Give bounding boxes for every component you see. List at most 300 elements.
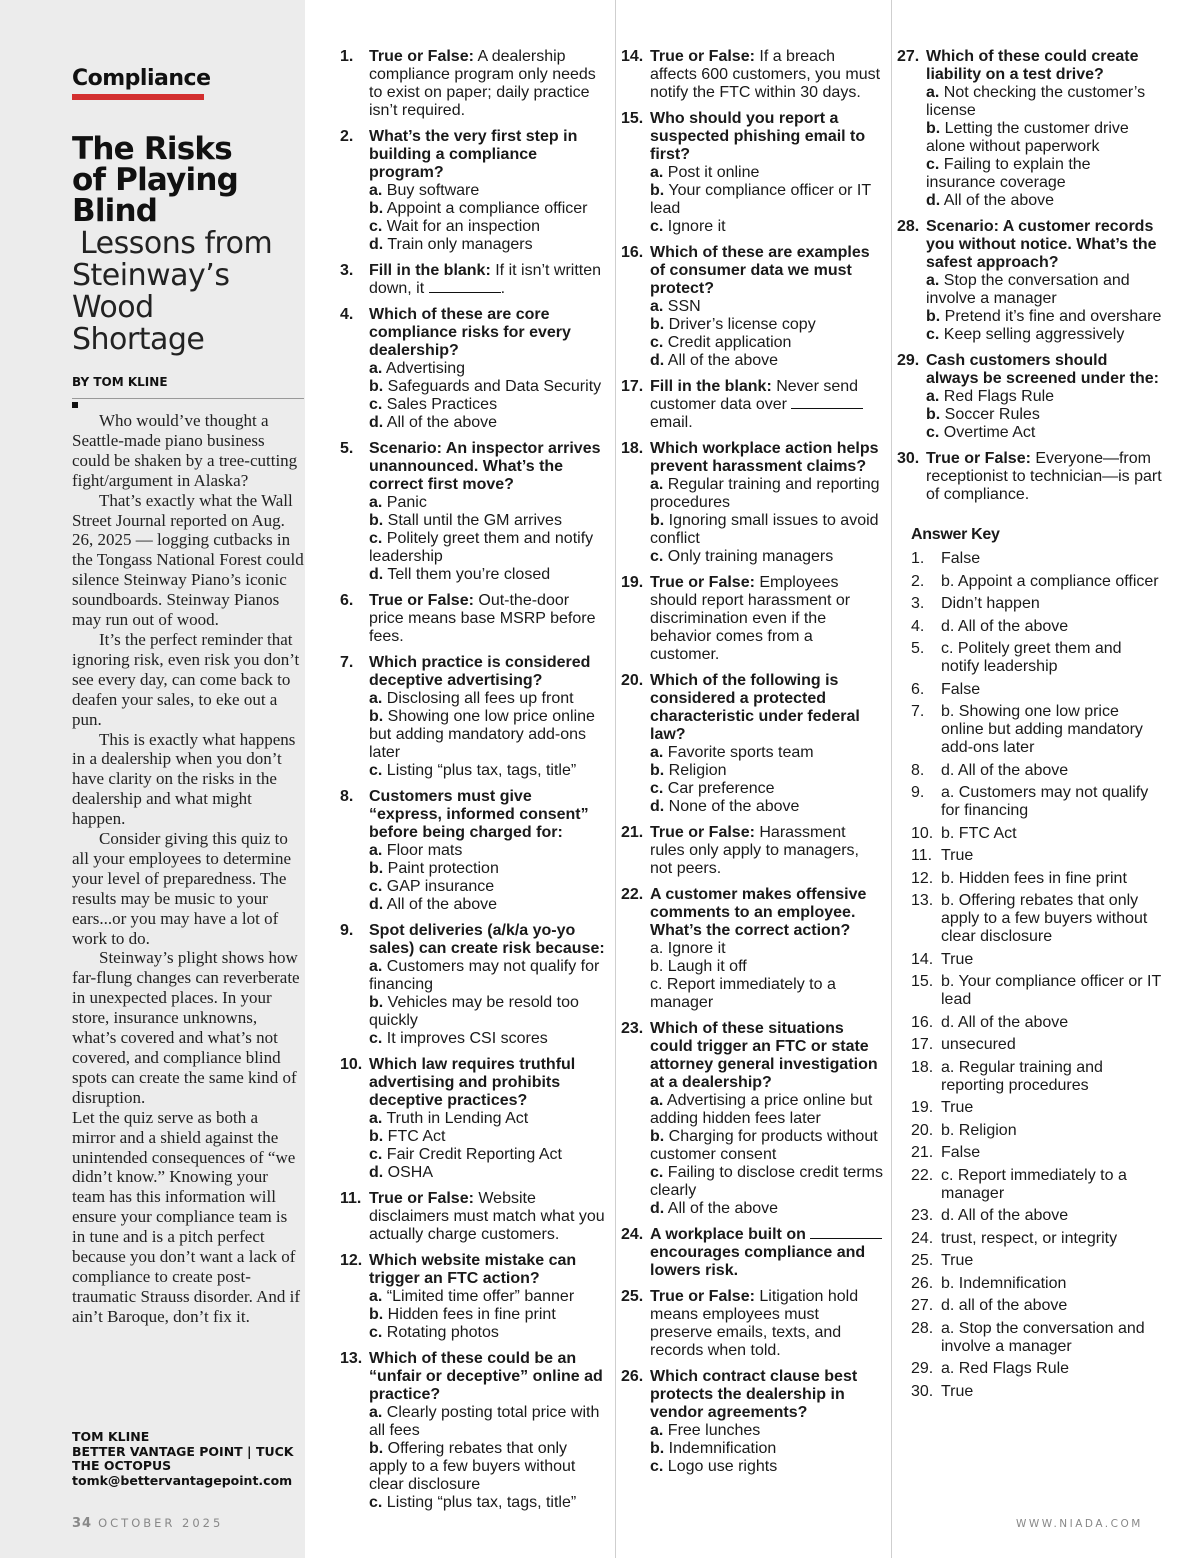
fill-in-blank-line xyxy=(791,396,863,409)
quiz-question xyxy=(621,110,883,236)
question-number: 1. xyxy=(340,48,354,65)
answer-option xyxy=(650,780,883,798)
question-text xyxy=(369,1190,605,1244)
question-label: True or False: xyxy=(926,450,1031,467)
question-number: 10. xyxy=(340,1056,363,1073)
question-text xyxy=(369,922,605,958)
option-letter: c. xyxy=(369,878,383,895)
question-text xyxy=(926,450,1163,504)
answer-key-number: 12. xyxy=(911,869,934,887)
answer-key-number: 30. xyxy=(911,1382,934,1400)
answer-key-number: 5. xyxy=(911,640,925,657)
option-text: Disclosing all fees up front xyxy=(386,690,574,707)
question-label: Which of these could create liability on a test drive? xyxy=(926,48,1139,83)
answer-key-text: d. all of the above xyxy=(941,1297,1068,1314)
quiz-question xyxy=(340,788,605,914)
answer-key-text: b. Indemnification xyxy=(941,1274,1067,1292)
answer-option xyxy=(650,798,883,816)
body-paragraph: Steinway’s plight shows how far-flung changes can reverberate in unexpected places. In your store, insurance unknowns, what’s covered and what’s not covered, and compliance blind spots can create the same kind of disruption. xyxy=(72,948,300,1107)
option-letter: a. xyxy=(369,842,383,859)
option-letter: a. xyxy=(650,298,664,315)
question-text xyxy=(369,1252,605,1288)
answer-key-text: b. Appoint a compliance officer xyxy=(941,572,1159,590)
quiz-question xyxy=(340,1252,605,1342)
answer-option xyxy=(369,1440,605,1494)
answer-option xyxy=(650,476,883,512)
question-text xyxy=(926,352,1163,388)
answer-key-number: 2. xyxy=(911,572,925,590)
answer-option xyxy=(369,1306,605,1324)
option-letter: b. xyxy=(369,200,384,217)
body-paragraph: This is exactly what happens in a dealership when you don’t have clarity on the risks in the dealership and what might happen. xyxy=(72,729,296,829)
option-letter: c. xyxy=(650,548,664,565)
option-text: Advertising xyxy=(385,360,466,377)
answer-key-item xyxy=(897,1297,1163,1315)
option-letter: b. xyxy=(650,762,665,779)
answer-key-item xyxy=(897,618,1163,636)
option-letter: b. xyxy=(650,1128,665,1145)
question-text xyxy=(369,1350,605,1404)
answer-option xyxy=(369,360,605,378)
answer-key-item xyxy=(897,825,1163,843)
question-suffix: encourages compliance and lowers risk. xyxy=(650,1244,866,1279)
question-text xyxy=(369,48,605,120)
option-text: Politely greet them and notify leadership xyxy=(369,530,594,565)
quiz-question xyxy=(897,218,1163,344)
option-text: All of the above xyxy=(386,896,498,913)
answer-key-text: True xyxy=(941,950,974,968)
quiz-question xyxy=(340,262,605,298)
answer-option xyxy=(369,494,605,512)
answer-option xyxy=(926,156,1163,192)
article-subhead xyxy=(72,228,297,356)
subhead-line: Lessons from xyxy=(80,226,273,261)
answer-key-number: 19. xyxy=(911,1099,934,1116)
answer-key-number: 20. xyxy=(911,1121,934,1139)
footer-url: WWW.NIADA.COM xyxy=(1016,1518,1143,1530)
option-text: Listing “plus tax, tags, title” xyxy=(386,1494,577,1511)
option-letter: c. xyxy=(650,976,663,993)
answer-key-number: 14. xyxy=(911,950,934,968)
answer-key-item xyxy=(897,1320,1163,1356)
question-label: Which practice is considered deceptive advertising? xyxy=(369,654,591,689)
question-number: 22. xyxy=(621,886,644,903)
question-text xyxy=(369,440,605,494)
option-text: Report immediately to a manager xyxy=(650,976,836,1011)
option-letter: b. xyxy=(369,994,384,1011)
answer-option xyxy=(369,1128,605,1146)
option-text: Favorite sports team xyxy=(667,744,814,761)
answer-option xyxy=(369,860,605,878)
quiz-question xyxy=(897,450,1163,504)
answer-option xyxy=(369,958,605,994)
answer-key-item xyxy=(897,973,1163,1009)
section-label: Compliance xyxy=(72,66,211,91)
option-text: Wait for an inspection xyxy=(386,218,541,235)
quiz-question xyxy=(621,48,883,102)
answer-option xyxy=(369,218,605,236)
answer-key-number: 27. xyxy=(911,1297,934,1314)
option-letter: d. xyxy=(369,896,384,913)
answer-key-item xyxy=(897,681,1163,699)
answer-key-number: 4. xyxy=(911,617,925,635)
answer-option xyxy=(926,272,1163,308)
question-label: Which website mistake can trigger an FTC action? xyxy=(369,1252,577,1287)
answer-option xyxy=(369,1324,605,1342)
subhead-line: Wood xyxy=(72,290,154,325)
question-number: 11. xyxy=(340,1190,362,1207)
answer-key-item xyxy=(897,892,1163,946)
answer-option xyxy=(369,1404,605,1440)
option-text: Red Flags Rule xyxy=(943,388,1055,405)
quiz-question xyxy=(621,1368,883,1476)
question-body: Out-the-door price means base MSRP before fees. xyxy=(369,592,596,645)
answer-option xyxy=(650,164,883,182)
option-text: OSHA xyxy=(387,1164,434,1181)
option-letter: a. xyxy=(369,690,383,707)
question-label: True or False: xyxy=(369,48,474,65)
question-label: Which law requires truthful advertising and prohibits deceptive practices? xyxy=(369,1056,576,1109)
answer-key-item xyxy=(897,1014,1163,1032)
column-divider xyxy=(891,0,892,1558)
question-number: 25. xyxy=(621,1288,644,1305)
answer-key-text: False xyxy=(941,1144,981,1161)
option-text: Pretend it’s fine and overshare xyxy=(944,308,1162,325)
option-letter: c. xyxy=(926,156,940,173)
question-label: Which of these are examples of consumer data we must protect? xyxy=(650,244,870,297)
answer-key-number: 18. xyxy=(911,1058,934,1076)
question-number: 12. xyxy=(340,1252,363,1269)
quiz-question xyxy=(897,352,1163,442)
answer-option xyxy=(926,84,1163,120)
answer-option xyxy=(369,994,605,1030)
answer-key-item xyxy=(897,703,1163,757)
option-letter: b. xyxy=(369,860,384,877)
option-text: Laugh it off xyxy=(667,958,747,975)
quiz-question xyxy=(340,440,605,584)
answer-key-item xyxy=(897,870,1163,888)
question-number: 24. xyxy=(621,1226,644,1243)
answer-key-item xyxy=(897,1360,1163,1378)
option-text: Train only managers xyxy=(387,236,533,253)
option-text: Appoint a compliance officer xyxy=(386,200,588,217)
answer-option xyxy=(926,308,1163,326)
answer-key-text: True xyxy=(941,1099,974,1116)
question-number: 2. xyxy=(340,128,354,145)
option-text: “Limited time offer” banner xyxy=(386,1288,575,1305)
option-text: It improves CSI scores xyxy=(386,1030,548,1047)
option-letter: b. xyxy=(369,1128,384,1145)
question-suffix: . xyxy=(500,280,506,297)
answer-option xyxy=(650,1128,883,1164)
quiz-question xyxy=(621,378,883,432)
question-text xyxy=(650,440,883,476)
option-text: GAP insurance xyxy=(386,878,495,895)
question-number: 4. xyxy=(340,306,354,323)
byline: BY TOM KLINE xyxy=(72,375,168,389)
quiz-question xyxy=(340,592,605,646)
answer-key-item xyxy=(897,1275,1163,1293)
option-text: Offering rebates that only apply to a few buyers without clear disclosure xyxy=(369,1440,576,1493)
answer-option xyxy=(650,940,883,958)
quiz-question xyxy=(621,824,883,878)
option-text: Fair Credit Reporting Act xyxy=(386,1146,562,1163)
answer-key-item xyxy=(897,1207,1163,1225)
answer-option xyxy=(369,842,605,860)
option-text: Post it online xyxy=(667,164,760,181)
question-text xyxy=(926,218,1163,272)
answer-key-text: False xyxy=(941,550,981,567)
author-email: tomk@bettervantagepoint.com xyxy=(72,1472,293,1488)
quiz-question xyxy=(340,1056,605,1182)
question-label: True or False: xyxy=(650,824,755,841)
question-text xyxy=(650,574,883,664)
option-letter: a. xyxy=(926,84,940,101)
option-text: Failing to explain the insurance coverage xyxy=(926,156,1091,191)
issue-date: OCTOBER 2025 xyxy=(98,1516,224,1530)
option-letter: a. xyxy=(650,744,664,761)
answer-key-item xyxy=(897,951,1163,969)
quiz-question xyxy=(340,1190,605,1244)
answer-option xyxy=(369,414,605,432)
quiz-question xyxy=(621,244,883,370)
option-text: Vehicles may be resold too quickly xyxy=(369,994,579,1029)
question-label: Which of the following is considered a protected characteristic under federal law? xyxy=(650,672,860,743)
option-letter: b. xyxy=(369,512,384,529)
body-paragraph: That’s exactly what the Wall Street Journal reported on Aug. 26, 2025 — logging cutbacks in the Tongass National Forest could silence Steinway Piano’s iconic soundboards. Steinway Pianos may run out of wood. xyxy=(72,490,304,630)
fill-in-blank-line xyxy=(429,280,501,293)
option-letter: b. xyxy=(369,1440,384,1457)
question-label: A customer makes offensive comments to an employee. What’s the correct action? xyxy=(650,886,867,939)
answer-option xyxy=(650,316,883,334)
answer-key-number: 13. xyxy=(911,892,934,909)
option-text: Overtime Act xyxy=(943,424,1036,441)
option-letter: d. xyxy=(650,798,665,815)
answer-option xyxy=(369,236,605,254)
option-letter: d. xyxy=(926,192,941,209)
question-number: 20. xyxy=(621,672,644,689)
question-label: Fill in the blank: xyxy=(650,378,772,395)
question-text xyxy=(650,48,883,102)
option-letter: a. xyxy=(369,494,383,511)
option-letter: b. xyxy=(369,1306,384,1323)
answer-key-text: a. Regular training and reporting procedures xyxy=(941,1058,1103,1094)
option-text: Ignoring small issues to avoid conflict xyxy=(650,512,879,547)
question-label: True or False: xyxy=(650,1288,755,1305)
quiz-question xyxy=(340,1350,605,1512)
answer-option xyxy=(926,192,1163,210)
answer-option xyxy=(369,1164,605,1182)
option-text: SSN xyxy=(667,298,701,315)
question-body: Never send customer data over xyxy=(650,378,859,413)
answer-option xyxy=(650,548,883,566)
answer-key-number: 15. xyxy=(911,973,934,990)
question-text xyxy=(650,1368,883,1422)
option-letter: d. xyxy=(369,414,384,431)
answer-option xyxy=(369,200,605,218)
option-text: Credit application xyxy=(667,334,792,351)
answer-option xyxy=(369,878,605,896)
author-signature xyxy=(72,1430,302,1488)
answer-key-number: 8. xyxy=(911,761,925,779)
option-text: Stall until the GM arrives xyxy=(387,512,562,529)
option-letter: c. xyxy=(650,1458,664,1475)
answer-key-text: d. All of the above xyxy=(941,1207,1069,1224)
question-text xyxy=(650,824,883,878)
question-number: 5. xyxy=(340,440,354,457)
option-letter: b. xyxy=(650,316,665,333)
headline-line: of Playing xyxy=(72,162,238,198)
option-text: Charging for products without customer consent xyxy=(650,1128,878,1163)
question-label: Spot deliveries (a/k/a yo-yo sales) can create risk because: xyxy=(369,922,605,957)
question-number: 30. xyxy=(897,450,920,467)
answer-key-text: c. Report immediately to a manager xyxy=(941,1166,1127,1202)
answer-key-number: 16. xyxy=(911,1013,934,1031)
answer-option xyxy=(369,182,605,200)
answer-key-number: 7. xyxy=(911,703,925,720)
answer-option xyxy=(650,762,883,780)
question-number: 26. xyxy=(621,1368,644,1385)
option-text: Keep selling aggressively xyxy=(943,326,1125,343)
question-text xyxy=(650,110,883,164)
option-text: All of the above xyxy=(667,1200,779,1217)
answer-key-number: 22. xyxy=(911,1166,934,1184)
answer-option xyxy=(369,896,605,914)
question-label: Scenario: A customer records you without notice. What’s the safest approach? xyxy=(926,218,1157,271)
option-text: Sales Practices xyxy=(386,396,498,413)
option-letter: a. xyxy=(650,476,664,493)
quiz-question xyxy=(621,440,883,566)
option-letter: c. xyxy=(369,530,383,547)
option-text: Floor mats xyxy=(386,842,463,859)
quiz-question xyxy=(340,306,605,432)
option-text: Car preference xyxy=(667,780,775,797)
option-letter: d. xyxy=(369,566,384,583)
answer-option xyxy=(369,1288,605,1306)
option-text: Listing “plus tax, tags, title” xyxy=(386,762,577,779)
option-letter: a. xyxy=(650,1422,664,1439)
question-text xyxy=(650,886,883,940)
answer-key-item xyxy=(897,1230,1163,1248)
answer-key-number: 3. xyxy=(911,595,925,612)
answer-option xyxy=(650,352,883,370)
question-number: 16. xyxy=(621,244,644,261)
question-label: Scenario: An inspector arrives unannounced. What’s the correct first move? xyxy=(369,440,601,493)
answer-option xyxy=(369,690,605,708)
answer-option xyxy=(369,708,605,762)
option-text: Driver’s license copy xyxy=(668,316,816,333)
question-text xyxy=(369,262,605,298)
option-letter: b. xyxy=(650,512,665,529)
answer-key-item xyxy=(897,1099,1163,1117)
option-letter: c. xyxy=(369,1324,383,1341)
question-label: Who should you report a suspected phishing email to first? xyxy=(650,110,866,163)
question-text xyxy=(369,654,605,690)
answer-key-number: 25. xyxy=(911,1252,934,1269)
question-number: 17. xyxy=(621,378,644,395)
option-letter: a. xyxy=(926,388,940,405)
answer-option xyxy=(650,182,883,218)
question-number: 19. xyxy=(621,574,644,591)
answer-key-text: a. Customers may not qualify for financing xyxy=(941,784,1149,819)
section-underline xyxy=(72,94,204,100)
answer-key-text: a. Red Flags Rule xyxy=(941,1360,1070,1377)
quiz-question xyxy=(897,48,1163,210)
option-letter: c. xyxy=(369,396,383,413)
question-label: Which of these situations could trigger an FTC or state attorney general investigation at a dealership? xyxy=(650,1020,878,1091)
question-number: 27. xyxy=(897,48,920,65)
answer-option xyxy=(926,406,1163,424)
option-letter: a. xyxy=(369,958,383,975)
question-text xyxy=(926,48,1163,84)
option-text: Rotating photos xyxy=(386,1324,499,1341)
option-letter: b. xyxy=(926,406,941,423)
question-text xyxy=(650,1226,883,1280)
question-body: A dealership compliance program only needs to exist on paper; daily practice isn’t required. xyxy=(369,48,596,119)
answer-option xyxy=(369,1110,605,1128)
quiz-question xyxy=(340,654,605,780)
answer-key-text: True xyxy=(941,847,974,864)
answer-key-number: 17. xyxy=(911,1036,934,1053)
answer-key-item xyxy=(897,1167,1163,1203)
answer-key-item xyxy=(897,762,1163,780)
answer-key-number: 6. xyxy=(911,680,925,698)
quiz-question xyxy=(621,886,883,1012)
option-letter: b. xyxy=(650,958,664,975)
question-text xyxy=(369,128,605,182)
answer-option xyxy=(926,424,1163,442)
question-number: 13. xyxy=(340,1350,363,1367)
quiz-question xyxy=(340,922,605,1048)
option-text: Stop the conversation and involve a manager xyxy=(926,272,1130,307)
option-text: All of the above xyxy=(386,414,498,431)
bullet-square-icon xyxy=(72,402,78,408)
option-letter: a. xyxy=(650,940,664,957)
page-number: 34 xyxy=(72,1516,93,1531)
answer-option xyxy=(650,334,883,352)
answer-key-text: d. All of the above xyxy=(941,617,1069,635)
question-body: If a breach affects 600 customers, you must notify the FTC within 30 days. xyxy=(650,48,881,101)
option-text: Ignore it xyxy=(667,940,726,957)
option-letter: d. xyxy=(369,1164,384,1181)
option-text: Letting the customer drive alone without paperwork xyxy=(926,120,1129,155)
quiz-question xyxy=(621,1288,883,1360)
question-text xyxy=(650,1020,883,1092)
answer-key-item xyxy=(897,1252,1163,1270)
answer-key-text: d. All of the above xyxy=(941,761,1069,779)
answer-option xyxy=(369,530,605,566)
question-text xyxy=(369,788,605,842)
option-letter: c. xyxy=(650,780,664,797)
answer-option xyxy=(650,512,883,548)
option-letter: b. xyxy=(650,1440,665,1457)
body-paragraph: Let the quiz serve as both a mirror and a shield against the unintended consequences of “we didn’t know.” Knowing your team has this information will ensure your compliance team is in tune and is a pitch perfect because you don’t want a lack of compliance to create post-traumatic Strauss disorder. And if ain’t Baroque, don’t fix it. xyxy=(72,1107,301,1326)
column-divider xyxy=(615,0,616,1558)
answer-option xyxy=(650,1458,883,1476)
answer-key-text: b. FTC Act xyxy=(941,824,1017,842)
option-letter: c. xyxy=(650,218,664,235)
fill-in-blank-line xyxy=(810,1226,882,1239)
option-text: Ignore it xyxy=(667,218,726,235)
option-text: Hidden fees in fine print xyxy=(387,1306,556,1323)
option-letter: a. xyxy=(650,164,664,181)
question-number: 9. xyxy=(340,922,354,939)
option-text: Free lunches xyxy=(667,1422,761,1439)
answer-key-number: 1. xyxy=(911,550,925,567)
question-body: Website disclaimers must match what you actually charge customers. xyxy=(369,1190,605,1243)
question-number: 7. xyxy=(340,654,354,671)
answer-key-text: b. Showing one low price online but adding mandatory add-ons later xyxy=(941,703,1143,756)
